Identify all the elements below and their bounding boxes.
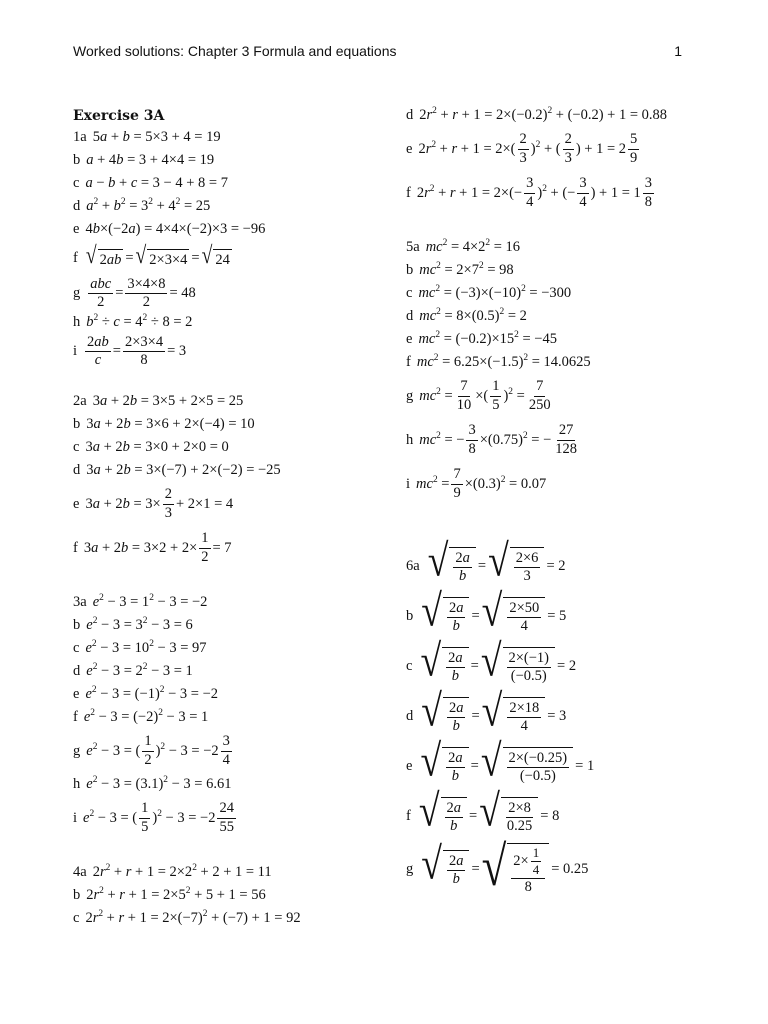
- solution-6c: c √ $\frac{2a}{b}$ = √ $\frac{2\times(-1)}{(-0.5)}$ = 2: [406, 636, 577, 687]
- solution-3g: g $e^2 - 3$ = ( $\frac{1}{2}$ )$^2$ − 3 = −2 $\frac{3}{4}$: [73, 733, 230, 768]
- solution-4c: c $2r^2 + r + 1 = 2\times(-7)^2 + (-7) + 1 = 92$: [73, 909, 301, 927]
- solution-4a: 4a $2r^2 + r + 1 = 2\times 2^2 + 2 + 1 = 11$: [73, 863, 272, 881]
- solution-3d: d $e^2 - 3 = 2^2 - 3 = 1$: [73, 662, 193, 680]
- solution-3f: f $e^2 - 3 = (-2)^2 - 3 = 1$: [73, 708, 209, 726]
- solution-5h: h $mc^2$ = − $\frac{3}{8}$ $\times(0.75)^2$ = − $\frac{27}{128}$: [406, 422, 578, 457]
- left-column: [73, 100, 393, 930]
- solution-1f: f √ 2 ab = √ 2×3×4 = √ 24: [73, 242, 230, 269]
- solution-1a: 1a 5a + b = 5×3 + 4 = 19: [73, 129, 221, 146]
- solution-4f: f $2r^2 + r + 1 = 2\times(-$ $\frac{3}{4}$ )$^2$ + (− $\frac{3}{4}$ ) + 1 = 1 $\frac{3}{8}$: [406, 175, 653, 210]
- solution-6b: b √ $\frac{2a}{b}$ = √ $\frac{2\times 50}{4}$ = 5: [406, 586, 567, 637]
- solution-3i: i $e^2 - 3$ = ( $\frac{1}{5}$ )$^2$ − 3 = −2 $\frac{24}{55}$: [73, 800, 234, 835]
- solution-1i: i $\frac{2ab}{c}$ = $\frac{2\times 3\times 4}{8}$ = 3: [73, 333, 187, 368]
- solution-5d: d $mc^2 = 8\times(0.5)^2 = 2$: [406, 307, 527, 325]
- solution-4b: b $2r^2 + r + 1 = 2\times 5^2 + 5 + 1 = 56$: [73, 886, 266, 904]
- solution-1d: d $a^2 + b^2 = 3^2 + 4^2 = 25$: [73, 197, 211, 215]
- solution-2e: e 3a + 2b = 3× $\frac{2}{3}$ + 2×1 = 4: [73, 486, 234, 521]
- solution-3h: h $e^2 - 3 = (3.1)^2 - 3 = 6.61$: [73, 775, 232, 793]
- solution-6d: d √ $\frac{2a}{b}$ = √ $\frac{2\times 18}{4}$ = 3: [406, 686, 567, 737]
- solution-5g: g $mc^2$ = $\frac{7}{10}$ ×( $\frac{1}{5}$ )$^2$ = $\frac{7}{250}$: [406, 378, 551, 413]
- solution-6g: g √ $\frac{2a}{b}$ = √ 2× $\frac{1}{4}$ 8 = 0.25: [406, 834, 589, 898]
- solution-5i: i $mc^2$ = $\frac{7}{9}$ $\times(0.3)^2 = 0.07$: [406, 466, 547, 501]
- solution-1b: b a + 4b = 3 + 4×4 = 19: [73, 152, 215, 169]
- solution-5c: c $mc^2 = (-3)\times(-10)^2 = -300$: [406, 284, 572, 302]
- solution-4d: d $2r^2 + r + 1 = 2\times(-0.2)^2 + (-0.2) + 1 = 0.88$: [406, 106, 668, 124]
- solution-3b: b $e^2 - 3 = 3^2 - 3 = 6$: [73, 616, 193, 634]
- solution-3e: e $e^2 - 3 = (-1)^2 - 3 = -2$: [73, 685, 219, 703]
- solution-3a: 3a $e^2 - 3 = 1^2 - 3 = -2$: [73, 593, 208, 611]
- solution-1e: e 4b×(−2a) = 4×4×(−2)×3 = −96: [73, 221, 266, 238]
- solution-3c: c $e^2 - 3 = 10^2 - 3 = 97$: [73, 639, 207, 657]
- exercise-heading: Exercise 3A: [73, 108, 165, 124]
- right-column: [406, 100, 736, 897]
- solution-6a: 6a √ $\frac{2a}{b}$ = √ $\frac{2\times 6}{3}$ = 2: [406, 536, 566, 587]
- solution-6f: f √ $\frac{2a}{b}$ = √ $\frac{2\times 8}{0.25}$ = 8: [406, 786, 560, 837]
- solution-2b: b 3a + 2b = 3×6 + 2×(−4) = 10: [73, 416, 255, 433]
- solution-5b: b $mc^2 = 2\times 7^2 = 98$: [406, 261, 514, 279]
- solution-4e: e $2r^2 + r + 1 = 2\times$( $\frac{2}{3}$ )$^2$ + ( $\frac{2}{3}$ ) + 1 = 2 $\frac{5}{9}$: [406, 131, 638, 166]
- solution-1g: g $\frac{\text{abc}}{2}$ = $\frac{3\times 4\times 8}{2}$ = 48: [73, 275, 196, 310]
- solution-6e: e √ $\frac{2a}{b}$ = √ $\frac{2\times(-0.25)}{(-0.5)}$ = 1: [406, 736, 595, 787]
- solution-2f: f 3a + 2b = 3×2 + 2× $\frac{1}{2}$ = 7: [73, 530, 232, 565]
- solution-5f: f $mc^2 = 6.25\times(-1.5)^2 = 14.0625$: [406, 353, 591, 371]
- solution-2d: d 3a + 2b = 3×(−7) + 2×(−2) = −25: [73, 462, 281, 479]
- solution-5e: e $mc^2 = (-0.2)\times 15^2 = -45$: [406, 330, 557, 348]
- solution-1c: c a − b + c = 3 − 4 + 8 = 7: [73, 175, 228, 192]
- solution-2a: 2a 3a + 2b = 3×5 + 2×5 = 25: [73, 393, 244, 410]
- page-header-title: Worked solutions: Chapter 3 Formula and equations: [73, 43, 397, 59]
- page-number: 1: [674, 43, 682, 59]
- solution-1h: h $b^2 \div c = 4^2 \div 8 = 2$: [73, 313, 193, 331]
- solution-5a: 5a $mc^2 = 4\times 2^2 = 16$: [406, 238, 521, 256]
- solution-2c: c 3a + 2b = 3×0 + 2×0 = 0: [73, 439, 229, 456]
